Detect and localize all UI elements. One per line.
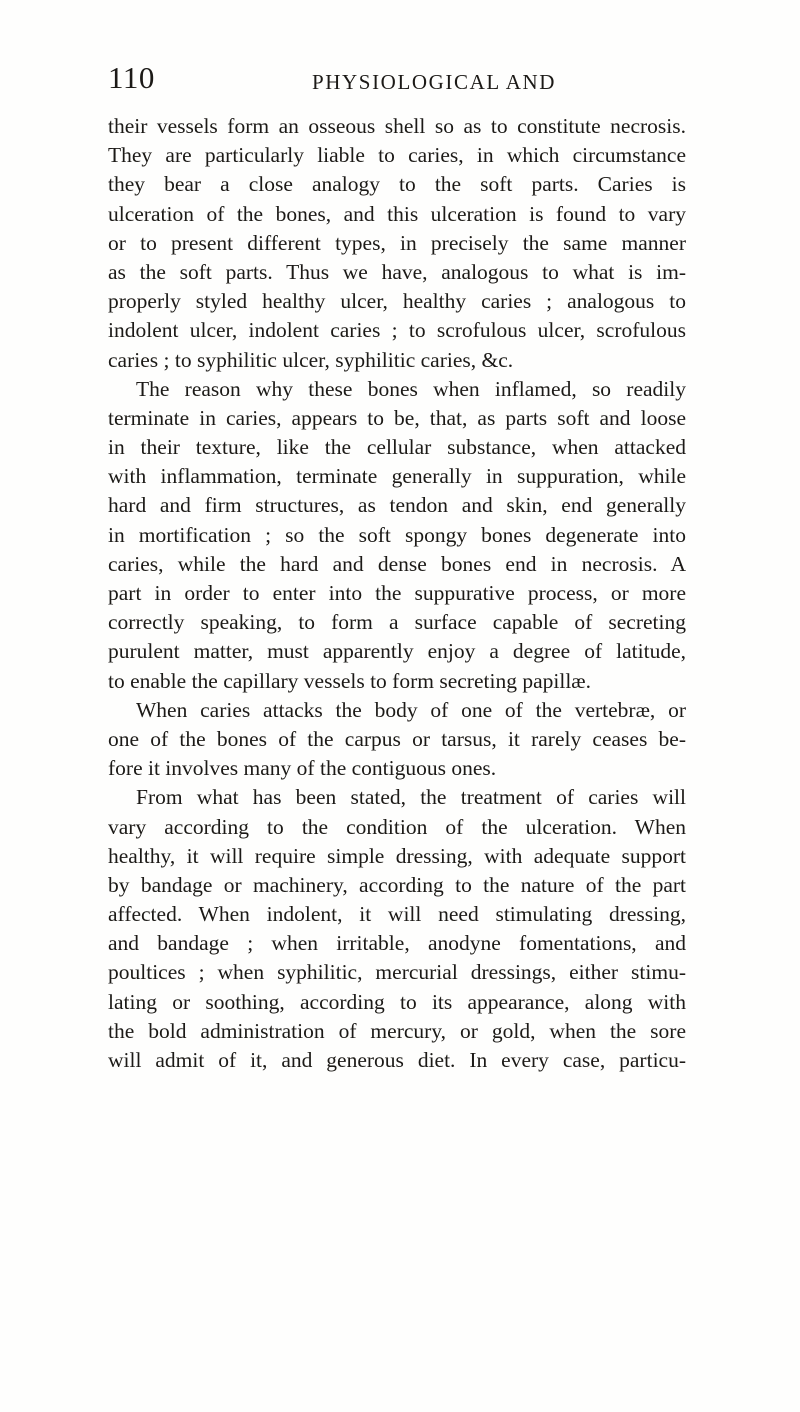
text-line: properly styled healthy ulcer, healthy caries ; analogous to	[108, 289, 686, 314]
text-line: and bandage ; when irritable, anodyne fomentations, and	[108, 931, 686, 956]
text-line: They are particularly liable to caries, in which circumstance	[108, 143, 686, 168]
text-line: in their texture, like the cellular substance, when attacked	[108, 435, 686, 460]
text-line: From what has been stated, the treatment of caries will	[136, 785, 686, 810]
text-line: affected. When indolent, it will need stimulating dressing,	[108, 902, 686, 927]
text-line: will admit of it, and generous diet. In every case, particu-	[108, 1048, 686, 1072]
text-line: vary according to the condition of the ulceration. When	[108, 814, 686, 839]
running-head: PHYSIOLOGICAL AND	[312, 70, 557, 94]
text-line: lating or soothing, according to its appearance, along with	[108, 989, 686, 1014]
text-line: hard and firm structures, as tendon and skin, end generally	[108, 493, 686, 518]
text-line: indolent ulcer, indolent caries ; to scrofulous ulcer, scrofulous	[108, 318, 686, 343]
text-line: correctly speaking, to form a surface capable of secreting	[108, 610, 686, 635]
text-line: one of the bones of the carpus or tarsus, it rarely ceases be-	[108, 726, 686, 751]
text-line: as the soft parts. Thus we have, analogous to what is im-	[108, 259, 686, 284]
text-line: by bandage or machinery, according to the nature of the part	[108, 872, 686, 897]
text-line: or to present different types, in precisely the same manner	[108, 230, 686, 255]
text-line: they bear a close analogy to the soft parts. Caries is	[108, 172, 686, 197]
page-number: 110	[108, 60, 155, 95]
text-line: fore it involves many of the contiguous ones.	[108, 756, 497, 781]
text-line: When caries attacks the body of one of the vertebræ, or	[136, 697, 686, 722]
page-header	[0, 60, 800, 100]
text-line: with inflammation, terminate generally in suppuration, while	[108, 464, 686, 489]
text-line: the bold administration of mercury, or gold, when the sore	[108, 1018, 686, 1043]
text-line: terminate in caries, appears to be, that, as parts soft and loose	[108, 405, 686, 430]
text-line: part in order to enter into the suppurative process, or more	[108, 581, 686, 605]
text-line: caries ; to syphilitic ulcer, syphilitic caries, &c.	[108, 347, 514, 372]
text-line: healthy, it will require simple dressing, with adequate support	[108, 843, 686, 868]
text-line: The reason why these bones when inflamed, so readily	[136, 376, 686, 401]
text-line: their vessels form an osseous shell so as to constitute necrosis.	[108, 114, 686, 138]
body-text	[108, 112, 686, 1075]
text-line: purulent matter, must apparently enjoy a degree of latitude,	[108, 639, 686, 664]
text-line: in mortification ; so the soft spongy bones degenerate into	[108, 522, 686, 547]
text-line: to enable the capillary vessels to form secreting papillæ.	[108, 668, 592, 693]
text-line: ulceration of the bones, and this ulceration is found to vary	[108, 201, 686, 226]
text-line: caries, while the hard and dense bones end in necrosis. A	[108, 551, 686, 576]
text-line: poultices ; when syphilitic, mercurial dressings, either stimu-	[108, 960, 686, 985]
